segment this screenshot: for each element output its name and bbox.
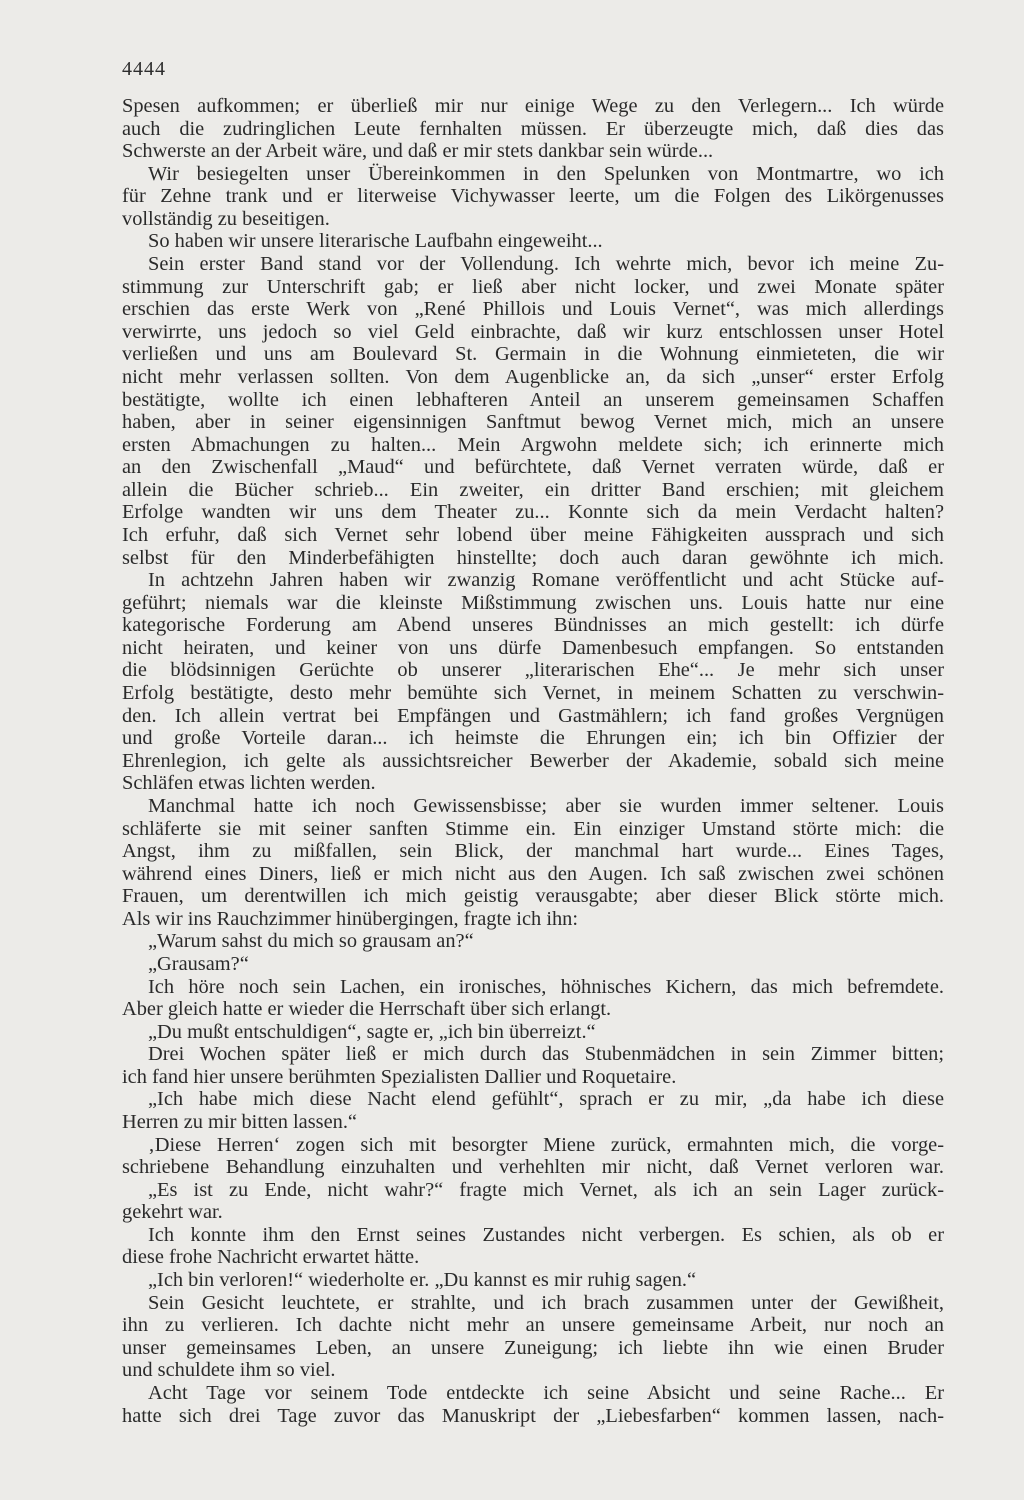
text-line: schläferte sie mit seiner sanften Stimme ein. Ein einziger Umstand störte mich: die [122, 817, 944, 840]
text-line: „Grausam?“ [148, 952, 249, 975]
text-line: Frauen, um derentwillen ich mich geistig verausgabte; aber dieser Blick störte mich. [122, 885, 944, 908]
text-line: Erfolge wandten wir uns dem Theater zu... Konnte sich da mein Verdacht halten? [122, 501, 944, 524]
text-line: In achtzehn Jahren haben wir zwanzig Romane veröffentlicht und acht Stücke auf- [148, 569, 944, 592]
text-line: Ehrenlegion, ich gelte als aussichtsreicher Bewerber der Akademie, sobald sich meine [122, 749, 944, 772]
text-line: Sein erster Band stand vor der Vollendung. Ich wehrte mich, bevor ich meine Zu- [148, 253, 944, 276]
text-line: ‚Diese Herren‘ zogen sich mit besorgter Miene zurück, ermahnten mich, die vorge- [148, 1133, 944, 1156]
text-line: Ich höre noch sein Lachen, ein ironisches, höhnisches Kichern, das mich befremdete. [148, 975, 944, 998]
text-line: ich fand hier unsere berühmten Spezialisten Dallier und Roquetaire. [122, 1065, 677, 1088]
text-line: Ich konnte ihm den Ernst seines Zustandes nicht verbergen. Es schien, als ob er [148, 1223, 944, 1246]
text-line: „Ich bin verloren!“ wiederholte er. „Du kannst es mir ruhig sagen.“ [148, 1269, 697, 1292]
text-line: kategorische Forderung am Abend unseres Bündnisses an mich gestellt: ich dürfe [122, 614, 944, 637]
text-line: ersten Abmachungen zu halten... Mein Argwohn meldete sich; ich erinnerte mich [122, 433, 944, 456]
text-line: schriebene Behandlung einzuhalten und verhehlten mir nicht, daß Vernet verloren war. [122, 1156, 944, 1179]
text-line: Herren zu mir bitten lassen.“ [122, 1111, 357, 1134]
text-line: Drei Wochen später ließ er mich durch das Stubenmädchen in sein Zimmer bitten; [148, 1043, 944, 1066]
text-line: unser gemeinsames Leben, an unsere Zuneigung; ich liebte ihn wie einen Bruder [122, 1336, 944, 1359]
text-line: vollständig zu beseitigen. [122, 207, 330, 230]
text-line: Sein Gesicht leuchtete, er strahlte, und ich brach zusammen unter der Gewißheit, [148, 1291, 944, 1314]
text-line: ihn zu verlieren. Ich dachte nicht mehr an unsere gemeinsame Arbeit, nur noch an [122, 1314, 944, 1337]
text-line: die blödsinnigen Gerüchte ob unserer „literarischen Ehe“... Je mehr sich unser [122, 659, 944, 682]
text-line: So haben wir unsere literarische Laufbahn eingeweiht... [148, 230, 603, 253]
page-number: 4444 [122, 58, 166, 80]
text-line: „Es ist zu Ende, nicht wahr?“ fragte mich Vernet, als ich an sein Lager zurück- [148, 1178, 944, 1201]
text-line: erschien das erste Werk von „René Phillois und Louis Vernet“, was mich allerdings [122, 298, 944, 321]
text-line: den. Ich allein vertrat bei Empfängen und Gastmählern; ich fand großes Vergnügen [122, 704, 944, 727]
text-line: auch die zudringlichen Leute fernhalten müssen. Er überzeugte mich, daß dies das [122, 117, 944, 140]
text-line: verwirrte, uns jedoch so viel Geld einbrachte, daß wir kurz entschlossen unser Hotel [122, 320, 944, 343]
text-line: während eines Diners, ließ er mich nicht aus den Augen. Ich saß zwischen zwei schönen [122, 862, 944, 885]
text-line: Ich erfuhr, daß sich Vernet sehr lobend über meine Fähigkeiten aussprach und sich [122, 523, 944, 546]
text-line: und große Vorteile daran... ich heimste die Ehrungen ein; ich bin Offizier der [122, 727, 944, 750]
body-text [122, 95, 944, 1427]
text-line: „Ich habe mich diese Nacht elend gefühlt“, sprach er zu mir, „da habe ich diese [148, 1088, 944, 1111]
text-line: haben, aber in seiner eigensinnigen Sanftmut bewog Vernet mich, mich an unsere [122, 411, 944, 434]
text-line: „Du mußt entschuldigen“, sagte er, „ich bin überreizt.“ [148, 1020, 596, 1043]
text-line: geführt; niemals war die kleinste Mißstimmung zwischen uns. Louis hatte nur eine [122, 591, 944, 614]
text-line: selbst für den Minderbefähigten hinstellte; doch auch daran gewöhnte ich mich. [122, 546, 944, 569]
text-line: „Warum sahst du mich so grausam an?“ [148, 930, 474, 953]
text-line: diese frohe Nachricht erwartet hätte. [122, 1246, 420, 1269]
text-line: Acht Tage vor seinem Tode entdeckte ich seine Absicht und seine Rache... Er [148, 1381, 944, 1404]
text-line: Schwerste an der Arbeit wäre, und daß er mir stets dankbar sein würde... [122, 140, 714, 163]
text-line: nicht heiraten, und keiner von uns dürfe Damenbesuch empfangen. So entstanden [122, 636, 944, 659]
text-line: nicht mehr verlassen sollten. Von dem Augenblicke an, da sich „unser“ erster Erfolg [122, 365, 944, 388]
text-line: Als wir ins Rauchzimmer hinübergingen, fragte ich ihn: [122, 907, 579, 930]
text-line: Erfolg bestätigte, desto mehr bemühte sich Vernet, in meinem Schatten zu verschwin- [122, 682, 944, 705]
text-line: allein die Bücher schrieb... Ein zweiter, ein dritter Band erschien; mit gleichem [122, 478, 944, 501]
text-line: und schuldete ihm so viel. [122, 1359, 336, 1382]
text-line: Manchmal hatte ich noch Gewissensbisse; aber sie wurden immer seltener. Louis [148, 794, 944, 817]
text-line: verließen und uns am Boulevard St. Germain in die Wohnung einmieteten, die wir [122, 343, 944, 366]
text-line: gekehrt war. [122, 1201, 223, 1224]
text-line: bestätigte, wollte ich einen lebhafteren Anteil an unserem gemeinsamen Schaffen [122, 388, 944, 411]
text-line: an den Zwischenfall „Maud“ und befürchtete, daß Vernet verraten würde, daß er [122, 456, 944, 479]
text-line: Schläfen etwas lichten werden. [122, 772, 376, 795]
text-line: Angst, ihm zu mißfallen, sein Blick, der manchmal hart wurde... Eines Tages, [122, 840, 944, 863]
text-line: Spesen aufkommen; er überließ mir nur einige Wege zu den Verlegern... Ich würde [122, 95, 944, 117]
text-line: für Zehne trank und er literweise Vichywasser leerte, um die Folgen des Likörgenusses [122, 185, 944, 208]
text-line: stimmung zur Unterschrift gab; er ließ aber nicht locker, und zwei Monate später [122, 275, 944, 298]
text-line: hatte sich drei Tage zuvor das Manuskript der „Liebesfarben“ kommen lassen, nach- [122, 1404, 944, 1427]
text-line: Wir besiegelten unser Übereinkommen in den Spelunken von Montmartre, wo ich [148, 162, 944, 185]
text-line: Aber gleich hatte er wieder die Herrschaft über sich erlangt. [122, 998, 612, 1021]
